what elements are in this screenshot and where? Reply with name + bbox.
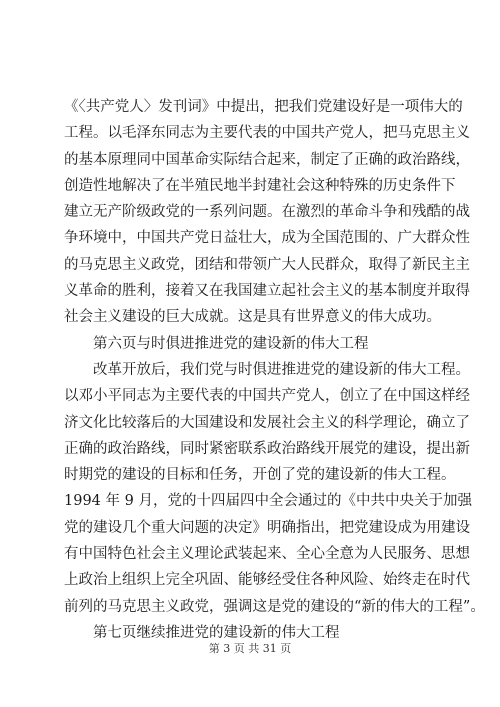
section-heading: 第六页与时俱进推进党的建设新的伟大工程	[93, 335, 369, 352]
text-line: 有中国特色社会主义理论武装起来、全心全意为人民服务、思想	[64, 546, 470, 563]
text-line: 上政治上组织上完全巩固、能够经受住各种风险、始终走在时代	[64, 572, 470, 589]
text-line: 社会主义建设的巨大成就。这是具有世界意义的伟大成功。	[64, 309, 441, 326]
text-line: 1994 年 9 月，党的十四届四中全会通过的《中共中央关于加强	[64, 493, 472, 510]
text-line: 的基本原理同中国革命实际结合起来，制定了正确的政治路线，	[64, 151, 470, 168]
text-line: 改革开放后，我们党与时俱进推进党的建设新的伟大工程。	[93, 361, 470, 378]
text-line: 前列的马克思主义政党，强调这是党的建设的“新的伟大的工程”。	[64, 598, 485, 615]
text-line: 创造性地解决了在半殖民地半封建社会这种特殊的历史条件下	[64, 177, 456, 194]
text-line: 义革命的胜利，接着又在我国建立起社会主义的基本制度并取得	[64, 283, 470, 300]
text-line: 以邓小平同志为主要代表的中国共产党人，创立了在中国这样经	[64, 388, 470, 405]
text-line: 《〈共产党人〉发刊词》中提出，把我们党建设好是一项伟大的	[64, 99, 463, 115]
text-line: 时期党的建设的目标和任务，开创了党的建设新的伟大工程。	[64, 467, 456, 484]
section-heading: 第七页继续推进党的建设新的伟大工程	[93, 624, 340, 641]
text-line: 的马克思主义政党，团结和带领广大人民群众，取得了新民主主	[64, 256, 470, 273]
text-line: 党的建设几个重大问题的决定》明确指出，把党建设成为用建设	[64, 519, 470, 536]
text-line: 济文化比较落后的大国建设和发展社会主义的科学理论，确立了	[64, 414, 470, 431]
text-line: 争环境中，中国共产党日益壮大，成为全国范围的、广大群众性	[64, 230, 470, 247]
text-line: 工程。以毛泽东同志为主要代表的中国共产党人，把马克思主义	[64, 125, 470, 142]
page-number: 第 3 页 共 31 页	[208, 642, 292, 655]
body-text	[64, 94, 485, 646]
text-line: 建立无产阶级政党的一系列问题。在激烈的革命斗争和残酷的战	[64, 204, 470, 221]
text-line: 正确的政治路线，同时紧密联系政治路线开展党的建设，提出新	[64, 440, 470, 457]
